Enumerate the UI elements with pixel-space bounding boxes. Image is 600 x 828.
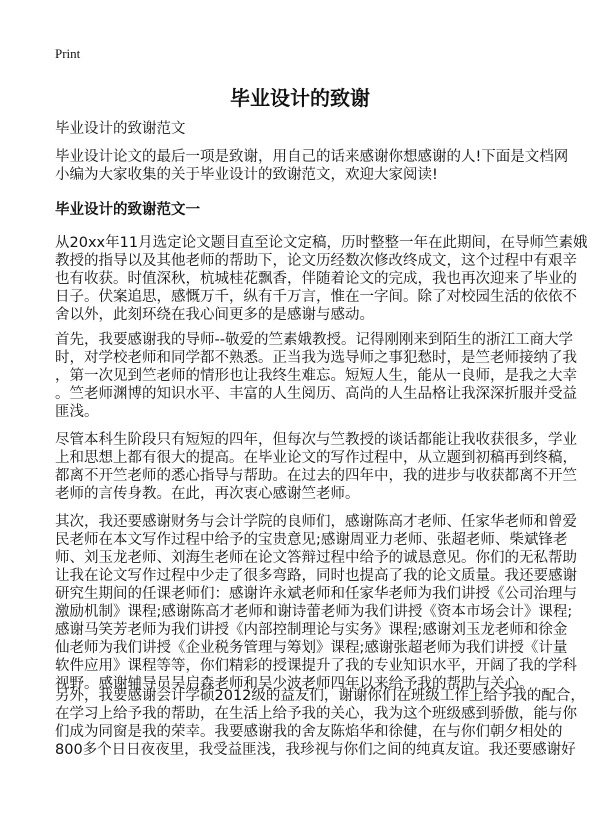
text-line: 毕业设计论文的最后一项是致谢，用自己的话来感谢你想感谢的人!下面是文档网 [55,149,569,165]
text-line: 软件应用》课程等等，你们精彩的授课提升了我的专业知识水平，开阔了我的学科 [55,658,577,674]
body-paragraph [55,234,588,324]
text-line: 从20xx年11月选定论文题目直至论文定稿，历时整整一年在此期间，在导师竺素娥 [55,235,588,251]
text-line: 民老师在本文写作过程中给予的宝贵意见;感谢周亚力老师、张超老师、柴斌锋老 [55,532,568,548]
text-line: 小编为大家收集的关于毕业设计的致谢范文，欢迎大家阅读! [55,167,438,183]
body-paragraph [55,431,577,503]
text-line: 都离不开竺老师的悉心指导与帮助。在过去的四年中，我的进步与收获都离不开竺 [55,468,577,484]
text-line: 师、刘玉龙老师、刘海生老师在论文答辩过程中给予的诚恳意见。你们的无私帮助 [55,550,577,566]
text-line: 匪浅。 [55,404,99,420]
text-line: 首先，我要感谢我的导师--敬爱的竺素娥教授。记得刚刚来到陌生的浙江工商大学 [55,332,573,348]
text-line: 上和思想上都有很大的提高。在毕业论文的写作过程中，从立题到初稿再到终稿， [55,450,577,466]
text-line: 在学习上给予我的帮助，在生活上给予我的关心，我为这个班级感到骄傲，能与你 [55,706,577,722]
text-line: 也有收获。时值深秋，杭城桂花飘香，伴随着论文的完成，我也再次迎来了毕业的 [55,271,577,287]
intro-paragraph [55,148,568,184]
body-paragraph [55,513,577,693]
body-paragraph [55,687,585,759]
text-line: 感谢马笑芳老师为我们讲授《内部控制理论与实务》课程;感谢刘玉龙老师和徐金 [55,622,568,638]
text-line: 尽管本科生阶段只有短短的四年，但每次与竺教授的谈话都能让我收获很多，学业 [55,432,577,448]
text-line: ，第一次见到竺老师的情形也让我终生难忘。短短人生，能从一良师，是我之大幸 [55,368,577,384]
body-paragraph [55,331,577,421]
text-line: 。竺老师渊博的知识水平、丰富的人生阅历、高尚的人生品格让我深深折服并受益 [55,386,577,402]
text-line: 仙老师为我们讲授《企业税务管理与筹划》课程;感谢张超老师为我们讲授《计量 [55,640,568,656]
text-line: 日子。伏案追思，感慨万千，纵有千万言，惟在一字间。除了对校园生活的依依不 [55,289,577,305]
text-line: 老师的言传身教。在此，再次衷心感谢竺老师。 [55,486,360,502]
text-line: 舍以外，此刻环绕在我心间更多的是感谢与感动。 [55,307,374,323]
text-line: 其次，我还要感谢财务与会计学院的良师们，感谢陈高才老师、任家华老师和曾爱 [55,514,577,530]
print-link[interactable]: Print [55,46,81,61]
text-line: 另外，我要感谢会计学硕2012级的益友们，谢谢你们在班级工作上给予我的配合， [55,688,585,704]
section-heading: 毕业设计的致谢范文一 [55,202,200,218]
text-line: 视野。感谢辅导员吴启森老师和吴少波老师四年以来给予我的帮助与关心。 [55,676,534,692]
text-line: 让我在论文写作过程中少走了很多弯路，同时也提高了我的论文质量。我还要感谢 [55,568,577,584]
text-line: 研究生期间的任课老师们：感谢许永斌老师和任家华老师为我们讲授《公司治理与 [55,586,577,602]
text-line: 教授的指导以及其他老师的帮助下，论文历经数次修改终成文，这个过程中有艰辛 [55,253,577,269]
text-line: 们成为同窗是我的荣幸。我要感谢我的舍友陈焰华和徐健，在与你们朝夕相处的 [55,724,563,740]
subtitle: 毕业设计的致谢范文 [55,121,186,137]
page-title: 毕业设计的致谢 [230,86,370,110]
text-line: 800多个日日夜夜里，我受益匪浅，我珍视与你们之间的纯真友谊。我还要感谢好 [55,742,576,758]
text-line: 激励机制》课程;感谢陈高才老师和谢诗蕾老师为我们讲授《资本市场会计》课程; [55,604,573,620]
text-line: 时，对学校老师和同学都不熟悉。正当我为选导师之事犯愁时，是竺老师接纳了我 [55,350,577,366]
